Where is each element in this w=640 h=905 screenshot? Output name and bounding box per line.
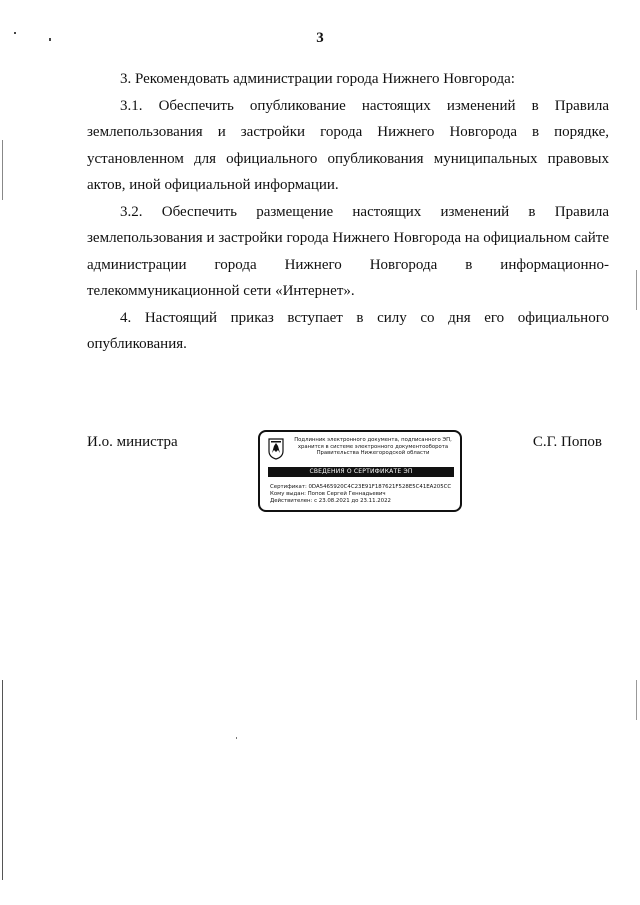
paragraph-4-line-2: опубликования. <box>87 336 187 352</box>
scan-speck <box>14 32 16 34</box>
scan-edge-mark <box>636 270 637 310</box>
paragraph-4-line-1: 4. Настоящий приказ вступает в силу со дня его официального <box>120 310 609 326</box>
stamp-title-bar: СВЕДЕНИЯ О СЕРТИФИКАТЕ ЭП <box>268 467 454 477</box>
certificate-validity: Действителен: с 23.08.2021 до 23.11.2022 <box>270 498 391 504</box>
paragraph-3-1-line-2: землепользования и застройки города Нижнего Новгорода в порядке, <box>87 124 609 140</box>
certificate-number: Сертификат: 0DA5465920C4C23E91F187621F528E5C41EA205CC <box>270 484 452 490</box>
stamp-header-line: Подлинник электронного документа, подписанного ЭП, <box>294 437 452 443</box>
paragraph-3-2-line-3: администрации города Нижнего Новгорода в информационно- <box>87 257 609 273</box>
paragraph-3-line-1: 3. Рекомендовать администрации города Нижнего Новгорода: <box>120 71 515 87</box>
paragraph-3-1-line-3: установленном для официального опубликования муниципальных правовых <box>87 151 609 167</box>
signatory-position: И.о. министра <box>87 434 178 450</box>
scan-edge-mark <box>2 680 3 880</box>
stamp-header <box>286 437 460 457</box>
paragraph-3-1-line-4: актов, иной официальной информации. <box>87 177 339 193</box>
signatory-name: С.Г. Попов <box>532 434 602 450</box>
scan-edge-mark <box>2 140 3 200</box>
coat-of-arms-icon <box>268 438 284 460</box>
stamp-certificate-info <box>270 484 451 505</box>
paragraph-3-2-line-1: 3.2. Обеспечить размещение настоящих изменений в Правила <box>120 204 609 220</box>
e-signature-stamp <box>258 430 462 512</box>
paragraph-3-2-line-4: телекоммуникационной сети «Интернет». <box>87 283 355 299</box>
scan-edge-mark <box>636 680 637 720</box>
stamp-header-line: хранится в системе электронного документооборота <box>297 443 449 450</box>
paragraph-3-2-line-2: землепользования и застройки города Нижнего Новгорода на официальном сайте <box>87 230 609 246</box>
certificate-owner: Кому выдан: Попов Сергей Геннадьевич <box>270 491 386 497</box>
paragraph-3-1-line-1: 3.1. Обеспечить опубликование настоящих изменений в Правила <box>120 98 609 114</box>
page-number: 3 <box>316 30 324 46</box>
stamp-header-line: Правительства Нижегородской области <box>316 450 430 456</box>
scan-speck <box>49 38 51 41</box>
scan-speck <box>236 737 237 739</box>
